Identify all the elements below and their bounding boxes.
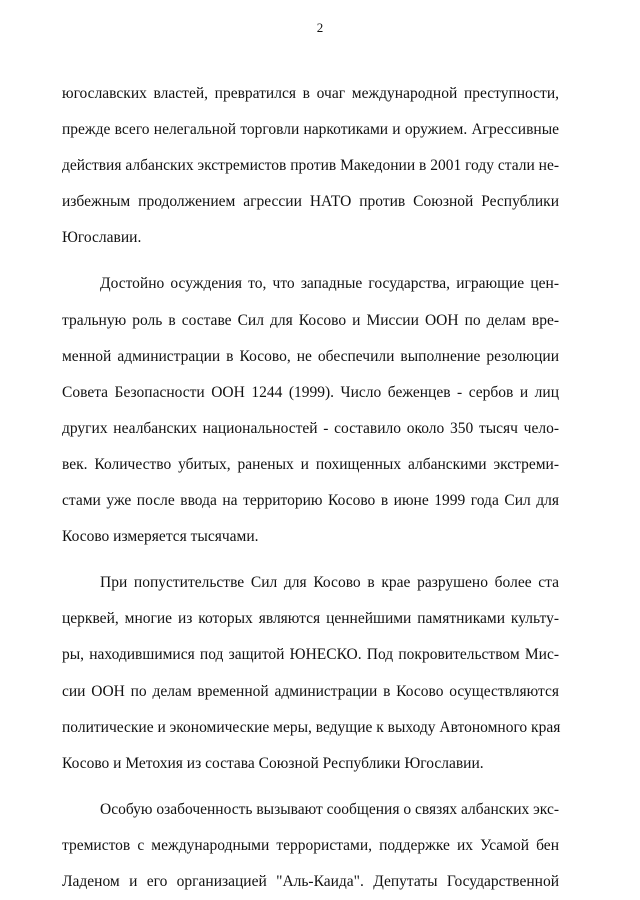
text-line: избежным продолжением агрессии НАТО против Союзной Республики	[62, 193, 559, 211]
text-line: прежде всего нелегальной торговли наркотиками и оружием. Агрессивные	[62, 121, 559, 139]
text-line: югославских властей, превратился в очаг международной преступности,	[62, 85, 559, 102]
text-line: Югославии.	[62, 229, 142, 247]
text-line: Косово измеряется тысячами.	[62, 528, 259, 546]
page-number: 2	[316, 20, 324, 35]
text-line: Особую озабоченность вызывают сообщения о связях албанских экс-	[100, 800, 559, 818]
text-line: церквей, многие из которых являются ценнейшими памятниками культу-	[62, 610, 559, 628]
paragraph	[62, 565, 559, 782]
text-line: Ладеном и его организацией "Аль-Каида". Депутаты Государственной	[62, 872, 559, 890]
text-line: Достойно осуждения то, что западные государства, играющие цен-	[100, 275, 559, 293]
text-line: политические и экономические меры, ведущие к выходу Автономного края	[62, 718, 561, 736]
text-line: других неалбанских национальностей - составило около 350 тысяч чело-	[62, 419, 559, 437]
text-line: ры, находившимися под защитой ЮНЕСКО. Под покровительством Мис-	[62, 646, 559, 664]
text-line: тремистов с международными террористами, поддержке их Усамой бен	[62, 836, 559, 854]
text-line: тральную роль в составе Сил для Косово и Миссии ООН по делам вре-	[62, 311, 559, 329]
text-line: век. Количество убитых, раненых и похищенных албанскими экстреми-	[62, 455, 559, 473]
text-line: стами уже после ввода на территорию Косово в июне 1999 года Сил для	[62, 492, 559, 510]
text-line: действия албанских экстремистов против Македонии в 2001 году стали не-	[62, 157, 559, 175]
paragraph	[62, 76, 559, 256]
text-line: сии ООН по делам временной администрации в Косово осуществляются	[62, 682, 559, 700]
text-line: Косово и Метохия из состава Союзной Республики Югославии.	[62, 754, 484, 772]
document-body	[62, 76, 559, 900]
text-line: менной администрации в Косово, не обеспечили выполнение резолюции	[62, 347, 559, 365]
paragraph	[62, 266, 559, 555]
text-line: Совета Безопасности ООН 1244 (1999). Число беженцев - сербов и лиц	[62, 383, 559, 401]
text-line: При попустительстве Сил для Косово в крае разрушено более ста	[100, 574, 559, 592]
paragraph	[62, 792, 559, 900]
